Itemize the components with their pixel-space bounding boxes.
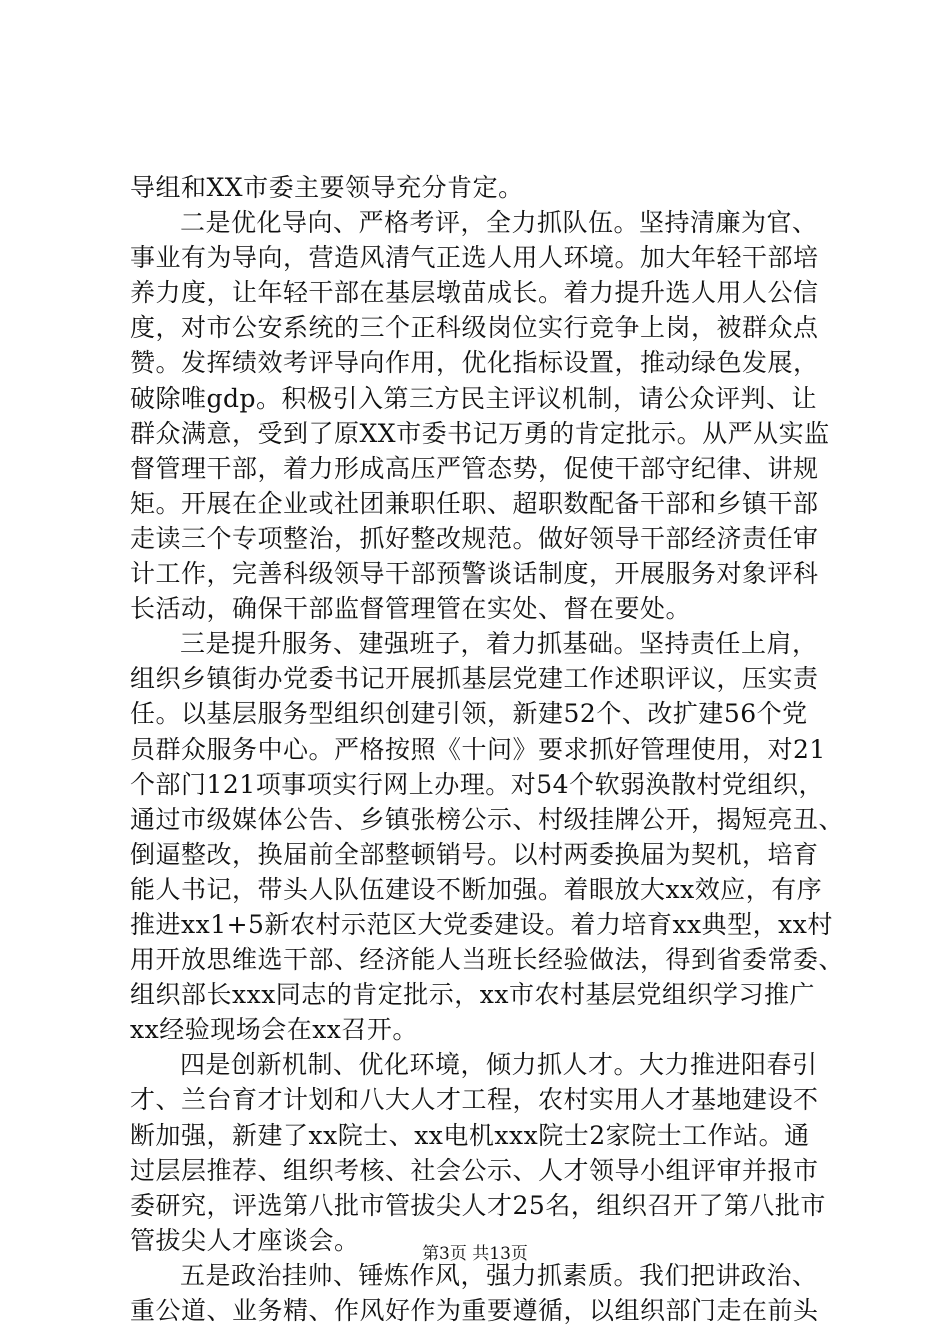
text-line: 督管理干部，着力形成高压严管态势，促使干部守纪律、讲规 [130,453,819,483]
text-line: 计工作，完善科级领导干部预警谈话制度，开展服务对象评科 [130,559,819,589]
document-body [130,170,845,1328]
paragraph-start-line: 四是创新机制、优化环境，倾力抓人才。大力推进阳春引 [180,1050,818,1080]
text-line: 过层层推荐、组织考核、社会公示、人才领导小组评审并报市 [130,1155,819,1185]
text-line: 养力度，让年轻干部在基层墩苗成长。着力提升选人用人公信 [130,278,819,308]
page-footer [0,1243,950,1265]
text-line: 组织乡镇街办党委书记开展抓基层党建工作述职评议，压实责 [130,664,819,694]
text-line: 能人书记，带头人队伍建设不断加强。着眼放大xx效应，有序 [130,874,823,904]
text-line: 个部门121项事项实行网上办理。对54个软弱涣散村党组织， [130,769,825,799]
text-line: 委研究，评选第八批市管拔尖人才25名，组织召开了第八批市 [130,1190,826,1220]
text-line: 长活动，确保干部监督管理管在实处、督在要处。 [130,594,692,624]
text-line: 任。以基层服务型组织创建引领，新建52个、改扩建56个党 [130,699,808,729]
paragraph-start-line: 五是政治挂帅、锤炼作风，强力抓素质。我们把讲政治、 [180,1260,818,1290]
text-line: 用开放思维选干部、经济能人当班长经验做法，得到省委常委、 [130,945,845,975]
text-line: 通过市级媒体公告、乡镇张榜公示、村级挂牌公开，揭短亮丑、 [130,804,845,834]
text-line: 才、兰台育才计划和八大人才工程，农村实用人才基地建设不 [130,1085,819,1115]
text-line: 组织部长xxx同志的肯定批示，xx市农村基层党组织学习推广 [130,980,815,1010]
text-line: 管拔尖人才座谈会。 [130,1225,360,1255]
text-line: 走读三个专项整治，抓好整改规范。做好领导干部经济责任审 [130,523,819,553]
text-line: 倒逼整改，换届前全部整顿销号。以村两委换届为契机，培育 [130,839,819,869]
text-line: 员群众服务中心。严格按照《十问》要求抓好管理使用，对21 [130,734,826,764]
text-line: 破除唯gdp。积极引入第三方民主评议机制，请公众评判、让 [130,383,818,413]
text-line: xx经验现场会在xx召开。 [130,1015,418,1045]
text-line: 群众满意，受到了原XX市委书记万勇的肯定批示。从严从实监 [130,418,830,448]
text-line: 矩。开展在企业或社团兼职任职、超职数配备干部和乡镇干部 [130,488,819,518]
paragraph-start-line: 二是优化导向、严格考评，全力抓队伍。坚持清廉为官、 [180,208,818,238]
text-line: 赞。发挥绩效考评导向作用，优化指标设置，推动绿色发展， [130,348,819,378]
page-number-label: 第3页 共13页 [422,1244,528,1264]
text-line: 重公道、业务精、作风好作为重要遵循，以组织部门走在前头 [130,1296,819,1325]
text-line: 导组和XX市委主要领导充分肯定。 [130,173,524,202]
text-line: 断加强，新建了xx院士、xx电机xxx院士2家院士工作站。通 [130,1120,810,1150]
paragraph-start-line: 三是提升服务、建强班子，着力抓基础。坚持责任上肩， [180,629,818,659]
text-line: 度，对市公安系统的三个正科级岗位实行竞争上岗，被群众点 [130,313,819,343]
text-line: 事业有为导向，营造风清气正选人用人环境。加大年轻干部培 [130,243,819,273]
text-line: 推进xx1+5新农村示范区大党委建设。着力培育xx典型，xx村 [130,909,833,939]
